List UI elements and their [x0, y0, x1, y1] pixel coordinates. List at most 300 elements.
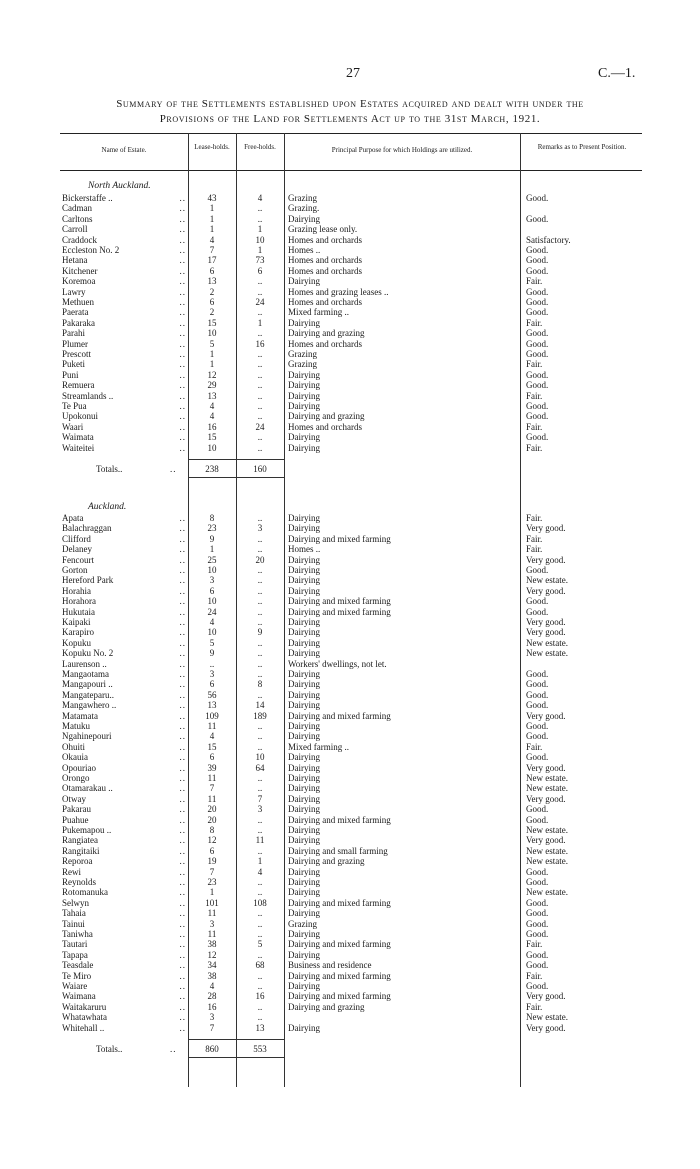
- leader-dots: ..: [179, 297, 186, 307]
- estate-name: Okauia: [62, 752, 88, 763]
- purpose-text: Homes ..: [288, 544, 321, 555]
- leader-dots: ..: [179, 804, 186, 815]
- freeholds-value: ..: [257, 908, 263, 919]
- table-row: [0, 401, 700, 412]
- column-header-leaseholds: Lease-holds.: [194, 143, 230, 151]
- remarks-text: Good.: [526, 752, 549, 763]
- table-row: [0, 380, 700, 391]
- remarks-text: Good.: [526, 565, 549, 575]
- estate-name: Matamata: [62, 710, 98, 721]
- leaseholds-value: 8: [209, 825, 215, 835]
- estate-name: Mangaotama: [62, 669, 109, 679]
- leaseholds-value: 1: [209, 359, 215, 370]
- leaseholds-value: 1: [209, 203, 215, 214]
- purpose-text: Dairying: [288, 804, 320, 815]
- leader-dots: ..: [179, 1001, 186, 1012]
- leaseholds-value: 6: [209, 265, 215, 276]
- table-row: [0, 1012, 700, 1023]
- remarks-text: Fair.: [526, 544, 543, 555]
- purpose-text: Dairying and mixed farming: [288, 897, 391, 908]
- leader-dots: ..: [179, 338, 186, 349]
- table-row: [0, 1002, 700, 1013]
- estate-name: Rangiatea: [62, 835, 98, 846]
- freeholds-value: ..: [257, 401, 263, 411]
- purpose-text: Dairying: [288, 637, 320, 648]
- leader-dots: ..: [179, 710, 186, 721]
- freeholds-value: ..: [257, 773, 263, 783]
- estate-name: Horahora: [62, 596, 96, 607]
- leader-dots: ..: [179, 856, 186, 867]
- remarks-text: Good.: [526, 369, 549, 380]
- remarks-text: Good.: [526, 908, 549, 919]
- table-row: [0, 731, 700, 742]
- leader-dots: ..: [179, 193, 186, 203]
- leader-dots: ..: [179, 276, 186, 287]
- leader-dots: ..: [179, 617, 186, 627]
- leader-dots: ..: [179, 585, 186, 596]
- leader-dots: ..: [179, 939, 186, 950]
- table-row: [0, 575, 700, 586]
- estate-name: Hetana: [62, 255, 88, 266]
- remarks-text: Fair.: [526, 741, 543, 752]
- table-row: [0, 534, 700, 545]
- leader-dots: ..: [179, 866, 186, 877]
- remarks-text: Fair.: [526, 533, 543, 544]
- estate-name: Teasdale: [62, 960, 94, 971]
- table-row: [0, 815, 700, 826]
- freeholds-value: ..: [257, 390, 263, 401]
- leader-dots: ..: [179, 845, 186, 856]
- leaseholds-value: 2: [209, 307, 215, 318]
- purpose-text: Dairying and mixed farming: [288, 991, 391, 1002]
- estate-name: Parahi: [62, 328, 85, 339]
- leaseholds-value: 23: [207, 877, 217, 887]
- remarks-text: Good.: [526, 877, 549, 887]
- estate-name: Remuera: [62, 380, 95, 391]
- freeholds-value: 24: [255, 421, 265, 432]
- leader-dots: ..: [179, 1022, 186, 1033]
- remarks-text: Good.: [526, 949, 549, 960]
- estate-name: Whatawhata: [62, 1012, 107, 1023]
- remarks-text: Good.: [526, 380, 549, 391]
- remarks-text: New estate.: [526, 575, 568, 586]
- estate-name: Hukutaia: [62, 606, 95, 617]
- leaseholds-value: 5: [209, 637, 215, 648]
- remarks-text: Good.: [526, 328, 549, 339]
- table-row: [0, 245, 700, 256]
- remarks-text: New estate.: [526, 856, 568, 867]
- leaseholds-value: 39: [207, 762, 217, 773]
- leader-dots: ..: [179, 265, 186, 276]
- leader-dots: ..: [179, 721, 186, 731]
- table-row: [0, 1023, 700, 1034]
- leaseholds-value: 11: [207, 773, 217, 783]
- purpose-text: Dairying: [288, 276, 320, 287]
- table-row: [0, 700, 700, 711]
- leaseholds-value: 11: [207, 929, 217, 939]
- purpose-text: Mixed farming ..: [288, 741, 349, 752]
- table-row: [0, 349, 700, 360]
- leaseholds-value: 8: [209, 513, 215, 523]
- table-row: [0, 370, 700, 381]
- purpose-text: Dairying: [288, 669, 320, 679]
- estate-name: Craddock: [62, 234, 97, 245]
- remarks-text: Good.: [526, 981, 549, 991]
- leaseholds-value: 6: [209, 845, 215, 856]
- leaseholds-value: 19: [207, 856, 217, 867]
- leaseholds-value: 28: [207, 991, 217, 1002]
- table-row: [0, 443, 700, 454]
- table-row: [0, 742, 700, 753]
- estate-name: Paerata: [62, 307, 89, 318]
- totals-rule: [188, 477, 284, 478]
- leader-dots: ..: [179, 513, 186, 523]
- freeholds-value: 64: [255, 762, 265, 773]
- freeholds-value: ..: [257, 533, 263, 544]
- freeholds-value: 4: [257, 193, 263, 203]
- table-row: [0, 929, 700, 940]
- leaseholds-value: 10: [207, 565, 217, 575]
- remarks-text: Good.: [526, 297, 549, 307]
- remarks-text: Satisfactory.: [526, 234, 571, 245]
- table-row: [0, 908, 700, 919]
- estate-name: Te Pua: [62, 401, 87, 411]
- freeholds-value: ..: [257, 877, 263, 887]
- leader-dots: ..: [179, 203, 186, 214]
- leader-dots: ..: [179, 825, 186, 835]
- totals-label: Totals..: [96, 1044, 123, 1054]
- leaseholds-value: 13: [207, 700, 217, 711]
- leaseholds-value: 38: [207, 939, 217, 950]
- estate-name: Rangitaiki: [62, 845, 100, 856]
- remarks-text: Good.: [526, 401, 549, 411]
- table-row: [0, 359, 700, 370]
- purpose-text: Dairying: [288, 369, 320, 380]
- estate-name: Laurenson ..: [62, 658, 107, 669]
- remarks-text: Very good.: [526, 793, 566, 804]
- freeholds-value: ..: [257, 658, 263, 669]
- leaseholds-value: ..: [209, 658, 215, 669]
- estate-name: Selwyn: [62, 897, 89, 908]
- estate-name: Prescott: [62, 349, 91, 359]
- freeholds-value: 4: [257, 866, 263, 877]
- purpose-text: Dairying: [288, 929, 320, 939]
- remarks-text: Good.: [526, 307, 549, 318]
- freeholds-value: 6: [257, 265, 263, 276]
- leaseholds-value: 11: [207, 721, 217, 731]
- totals-rule: [188, 1057, 284, 1058]
- remarks-text: Good.: [526, 596, 549, 607]
- estate-name: Otway: [62, 793, 86, 804]
- remarks-text: New estate.: [526, 637, 568, 648]
- leaseholds-value: 12: [207, 369, 217, 380]
- table-row: [0, 804, 700, 815]
- purpose-text: Dairying: [288, 679, 320, 690]
- purpose-text: Workers' dwellings, not let.: [288, 658, 387, 669]
- freeholds-value: 8: [257, 679, 263, 690]
- leaseholds-value: 4: [209, 981, 215, 991]
- purpose-text: Dairying: [288, 825, 320, 835]
- leaseholds-value: 9: [209, 533, 215, 544]
- table-row: [0, 939, 700, 950]
- freeholds-value: ..: [257, 721, 263, 731]
- table-row: [0, 391, 700, 402]
- freeholds-value: 11: [255, 835, 265, 846]
- estate-name: Mangawhero ..: [62, 700, 117, 711]
- leader-dots: ..: [179, 887, 186, 898]
- leader-dots: ..: [179, 689, 186, 700]
- purpose-text: Dairying: [288, 887, 320, 898]
- estate-name: Taniwha: [62, 929, 93, 939]
- estate-name: Puketi: [62, 359, 86, 370]
- table-row: [0, 607, 700, 618]
- purpose-text: Dairying: [288, 401, 320, 411]
- remarks-text: Good.: [526, 731, 549, 742]
- leaseholds-value: 2: [209, 286, 215, 297]
- table-row: [0, 898, 700, 909]
- purpose-text: Dairying: [288, 627, 320, 638]
- estate-name: Waitakaruru: [62, 1001, 107, 1012]
- table-row: [0, 235, 700, 246]
- table-row: [0, 411, 700, 422]
- purpose-text: Homes and orchards: [288, 265, 362, 276]
- leader-dots: ..: [179, 380, 186, 391]
- table-row: [0, 971, 700, 982]
- table-row: [0, 690, 700, 701]
- leaseholds-value: 15: [207, 432, 217, 443]
- remarks-text: Fair.: [526, 970, 543, 981]
- remarks-text: Fair.: [526, 939, 543, 950]
- purpose-text: Dairying: [288, 783, 320, 794]
- table-row: [0, 432, 700, 443]
- table-row: [0, 255, 700, 266]
- leader-dots: ..: [179, 918, 186, 929]
- leaseholds-value: 1: [209, 544, 215, 555]
- leader-dots: ..: [179, 897, 186, 908]
- table-row: [0, 991, 700, 1002]
- leaseholds-value: 25: [207, 554, 217, 565]
- leader-dots: ..: [179, 234, 186, 245]
- table-row: [0, 752, 700, 763]
- freeholds-value: ..: [257, 544, 263, 555]
- freeholds-value: 20: [255, 554, 265, 565]
- estate-name: Hereford Park: [62, 575, 114, 586]
- leaseholds-value: 7: [209, 245, 215, 255]
- freeholds-value: ..: [257, 369, 263, 380]
- freeholds-value: ..: [257, 307, 263, 318]
- leaseholds-value: 3: [209, 575, 215, 586]
- total-leaseholds: 238: [205, 464, 219, 474]
- remarks-text: Good.: [526, 349, 549, 359]
- column-header-name: Name of Estate.: [101, 146, 147, 154]
- section-heading: Auckland.: [88, 502, 127, 512]
- table-row: [0, 856, 700, 867]
- freeholds-value: 108: [253, 897, 267, 908]
- leaseholds-value: 11: [207, 908, 217, 919]
- purpose-text: Grazing: [288, 349, 317, 359]
- estate-name: Fencourt: [62, 554, 94, 565]
- purpose-text: Dairying and mixed farming: [288, 596, 391, 607]
- purpose-text: Dairying: [288, 390, 320, 401]
- purpose-text: Dairying: [288, 432, 320, 443]
- table-top-rule: [60, 133, 642, 134]
- leader-dots: ..: [179, 328, 186, 339]
- leaseholds-value: 10: [207, 627, 217, 638]
- totals-rule: [188, 1039, 284, 1040]
- table-row: [0, 627, 700, 638]
- leader-dots: ..: [179, 627, 186, 638]
- leaseholds-value: 6: [209, 679, 215, 690]
- remarks-text: Good.: [526, 193, 549, 203]
- leaseholds-value: 3: [209, 1012, 215, 1023]
- remarks-text: Good.: [526, 918, 549, 929]
- leaseholds-value: 13: [207, 276, 217, 287]
- purpose-text: Dairying: [288, 565, 320, 575]
- remarks-text: Good.: [526, 338, 549, 349]
- remarks-text: Very good.: [526, 1022, 566, 1033]
- estate-name: Tainui: [62, 918, 85, 929]
- leader-dots: ..: [179, 307, 186, 318]
- purpose-text: Dairying: [288, 908, 320, 919]
- leaseholds-value: 10: [207, 328, 217, 339]
- freeholds-value: ..: [257, 286, 263, 297]
- freeholds-value: 13: [255, 1022, 265, 1033]
- estate-name: Pakarau: [62, 804, 91, 815]
- leader-dots: ..: [179, 421, 186, 432]
- purpose-text: Dairying and mixed farming: [288, 814, 391, 825]
- freeholds-value: ..: [257, 213, 263, 224]
- estate-name: Carroll: [62, 224, 88, 235]
- purpose-text: Dairying: [288, 866, 320, 877]
- estate-name: Lawry: [62, 286, 86, 297]
- freeholds-value: ..: [257, 359, 263, 370]
- leaseholds-value: 12: [207, 835, 217, 846]
- purpose-text: Dairying and mixed farming: [288, 533, 391, 544]
- leaseholds-value: 6: [209, 752, 215, 763]
- table-row: [0, 919, 700, 930]
- leader-dots: ..: [179, 762, 186, 773]
- leader-dots: ..: [179, 224, 186, 235]
- estate-name: Streamlands ..: [62, 390, 114, 401]
- purpose-text: Dairying: [288, 773, 320, 783]
- purpose-text: Dairying: [288, 721, 320, 731]
- leader-dots: ..: [179, 970, 186, 981]
- table-row: [0, 773, 700, 784]
- freeholds-value: ..: [257, 929, 263, 939]
- freeholds-value: ..: [257, 731, 263, 742]
- remarks-text: Good.: [526, 606, 549, 617]
- estate-name: Pukemapou ..: [62, 825, 112, 835]
- purpose-text: Dairying: [288, 689, 320, 700]
- estate-name: Kopuku No. 2: [62, 648, 114, 659]
- freeholds-value: ..: [257, 380, 263, 391]
- remarks-text: New estate.: [526, 783, 568, 794]
- purpose-text: Dairying: [288, 513, 320, 523]
- freeholds-value: ..: [257, 825, 263, 835]
- purpose-text: Dairying: [288, 380, 320, 391]
- remarks-text: Very good.: [526, 835, 566, 846]
- purpose-text: Dairying: [288, 554, 320, 565]
- freeholds-value: 5: [257, 939, 263, 950]
- estate-name: Pakaraka: [62, 317, 95, 328]
- purpose-text: Dairying and mixed farming: [288, 939, 391, 950]
- leaseholds-value: 16: [207, 421, 217, 432]
- leader-dots: ..: [179, 442, 186, 453]
- estate-name: Eccleston No. 2: [62, 245, 120, 255]
- leaseholds-value: 13: [207, 390, 217, 401]
- remarks-text: Good.: [526, 960, 549, 971]
- leaseholds-value: 17: [207, 255, 217, 266]
- freeholds-value: 1: [257, 317, 263, 328]
- remarks-text: Fair.: [526, 513, 543, 523]
- leaseholds-value: 43: [207, 193, 217, 203]
- table-row: [0, 846, 700, 857]
- purpose-text: Dairying and grazing: [288, 856, 365, 867]
- estate-name: Reporoa: [62, 856, 93, 867]
- estate-name: Cadman: [62, 203, 92, 214]
- freeholds-value: ..: [257, 203, 263, 214]
- estate-name: Clifford: [62, 533, 91, 544]
- leaseholds-value: 7: [209, 866, 215, 877]
- leader-dots: ..: [179, 245, 186, 255]
- table-row: [0, 523, 700, 534]
- freeholds-value: ..: [257, 845, 263, 856]
- leaseholds-value: 38: [207, 970, 217, 981]
- total-leaseholds: 860: [205, 1044, 219, 1054]
- freeholds-value: ..: [257, 648, 263, 659]
- freeholds-value: ..: [257, 276, 263, 287]
- leaseholds-value: 5: [209, 338, 215, 349]
- remarks-text: Good.: [526, 804, 549, 815]
- leader-dots: ..: [179, 877, 186, 887]
- leader-dots: ..: [179, 565, 186, 575]
- estate-name: Koremoa: [62, 276, 96, 287]
- remarks-text: Fair.: [526, 442, 543, 453]
- purpose-text: Dairying and grazing: [288, 328, 365, 339]
- leader-dots: ..: [179, 401, 186, 411]
- leader-dots: ..: [179, 359, 186, 370]
- purpose-text: Dairying: [288, 617, 320, 627]
- purpose-text: Dairying and mixed farming: [288, 606, 391, 617]
- estate-name: Carltons: [62, 213, 93, 224]
- purpose-text: Dairying and small farming: [288, 845, 388, 856]
- estate-name: Mangateparu..: [62, 689, 114, 700]
- leader-dots: ..: [179, 752, 186, 763]
- freeholds-value: 24: [255, 297, 265, 307]
- estate-name: Opouriao: [62, 762, 96, 773]
- leader-dots: ..: [179, 369, 186, 380]
- estate-name: Te Miro: [62, 970, 92, 981]
- estate-name: Methuen: [62, 297, 94, 307]
- leader-dots: ..: [179, 783, 186, 794]
- remarks-text: Good.: [526, 866, 549, 877]
- table-row: [0, 887, 700, 898]
- table-row: [0, 669, 700, 680]
- leader-dots: ..: [179, 286, 186, 297]
- purpose-text: Dairying: [288, 731, 320, 742]
- leader-dots: ..: [179, 390, 186, 401]
- leader-dots: ..: [179, 411, 186, 422]
- estate-name: Mangapouri ..: [62, 679, 113, 690]
- remarks-text: Very good.: [526, 554, 566, 565]
- remarks-text: Fair.: [526, 276, 543, 287]
- leaseholds-value: 7: [209, 1022, 215, 1033]
- table-row: [0, 565, 700, 576]
- remarks-text: Good.: [526, 929, 549, 939]
- leaseholds-value: 23: [207, 523, 217, 534]
- remarks-text: Good.: [526, 432, 549, 443]
- freeholds-value: ..: [257, 637, 263, 648]
